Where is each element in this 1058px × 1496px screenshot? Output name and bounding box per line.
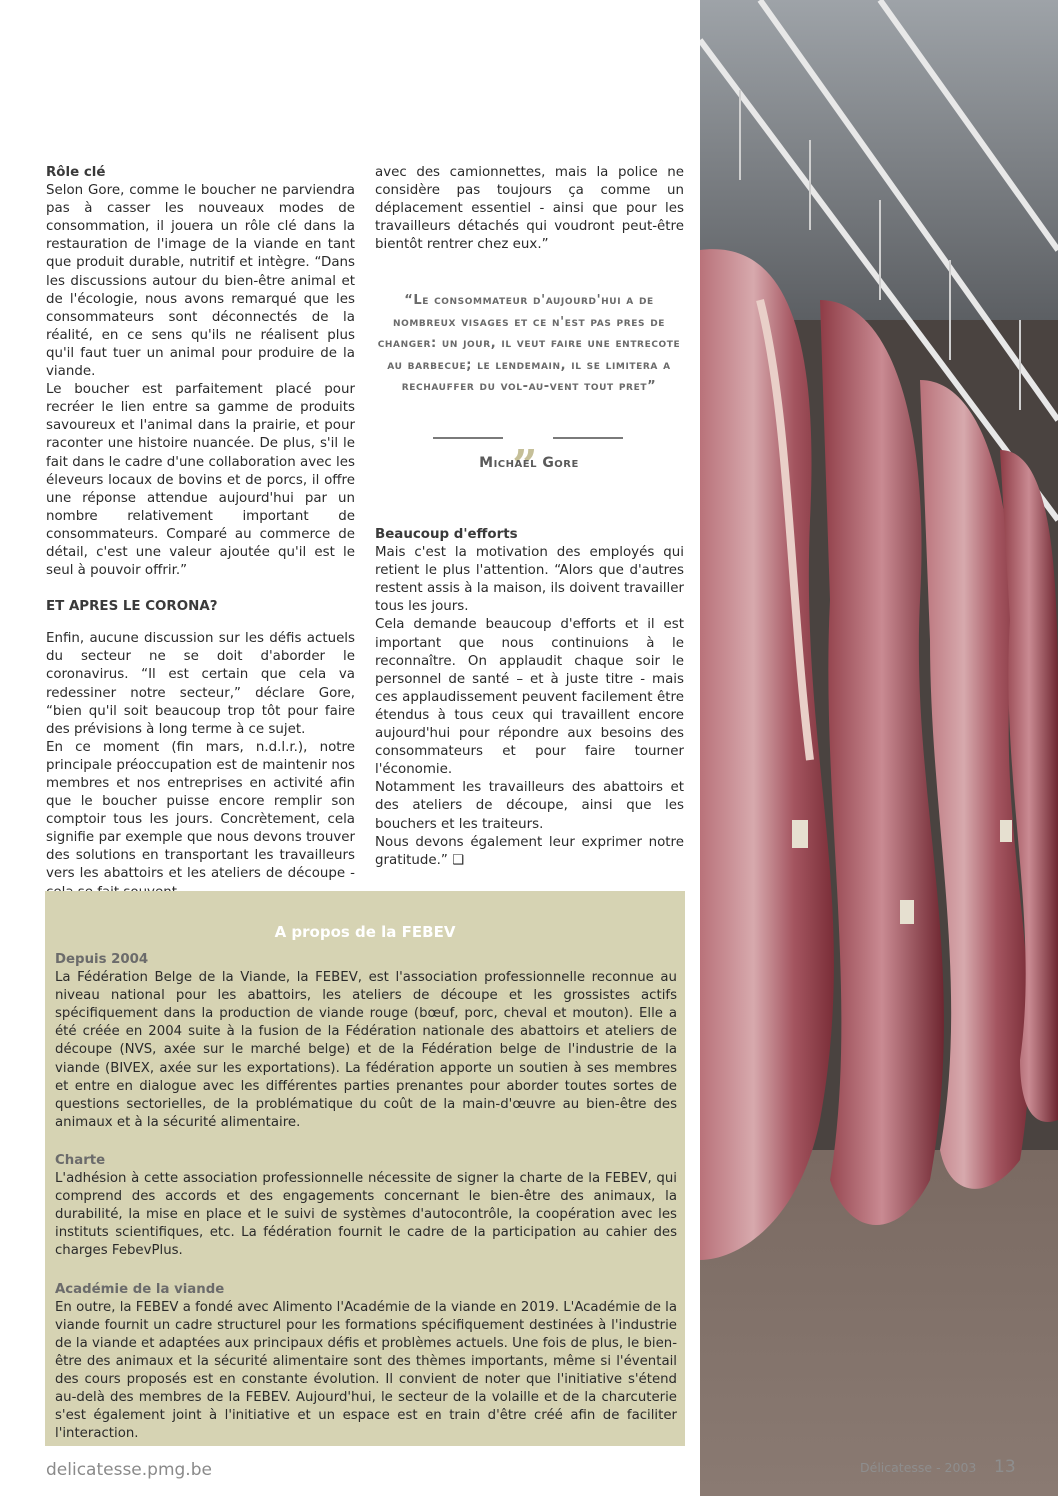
carcass-photo [700,0,1058,1496]
quote-rule-right [553,437,623,439]
footer-url[interactable]: delicatesse.pmg.be [46,1460,212,1480]
paragraph: Selon Gore, comme le boucher ne parviendra pas à casser les nouveaux modes de consommation, il jouera un rôle clé dans la restauration de l'image de la viande en tant que produit durable, nutritif et intègre. “Dans les discussions autour du bien-être animal et de l'écologie, nous avons remarqué que les consommateurs sont déconnectés de la réalité, en ce sens qu'ils ne réalisent plus qu'il faut tuer un animal pour produire de la viande. [46,183,355,380]
info-box [45,891,685,1446]
info-heading: Depuis 2004 [55,952,149,967]
heading-corona: ET APRES LE CORONA? [46,599,218,615]
paragraph: avec des camionnettes, mais la police ne considère pas toujours ça comme un déplacement essentiel - ainsi que pour les travailleurs détachés qui voudront peut-être bientôt rentrer chez eux.” [375,165,684,253]
quote-mark-icon: „ [513,416,539,467]
info-heading: Académie de la viande [55,1281,225,1297]
paragraph: Le boucher est parfaitement placé pour recréer le lien entre sa gamme de produits savoureux et l'animal dans la prairie, et pour raconter une histoire nuancée. De plus, s'il le fait dans le cadre d'une collaboration avec les éleveurs locaux de bovins et de porcs, il offre une réponse attendue aujourd'hui par un nombre relativement important de consommateurs. Comparé au commerce de détail, c'est une valeur ajoutée qu'il est le seul à pouvoir offrir.” [46,382,355,579]
heading-role-cle: Rôle clé [46,165,106,180]
paragraph: En ce moment (fin mars, n.d.l.r.), notre principale préoccupation est de maintenir nos membres et nos entreprises en activité afin que le boucher puisse encore remplir son comptoir tous les jours. Concrètement, cela signifie par exemple que nous devons trouver des solutions en transportant les travailleurs vers les abattoirs et les ateliers de découpe - [46,739,355,882]
paragraph: Mais c'est la motivation des employés qui retient le plus l'attention. “Alors que d'autres restent assis à la maison, ils doivent travailler tous les jours. [375,545,684,615]
paragraph: Cela demande beaucoup d'efforts et il est important que nous continuions à le reconnaître. On applaudit chaque soir le personnel de santé – et à juste titre - mais ces applaudissement peuvent facilement être étendus à tous ceux qui travaillent encore aujourd'hui pour répondre aux besoins des consommateurs et pour faire tourner l'économie. [375,617,684,778]
info-paragraph: La Fédération Belge de la Viande, la FEBEV, est l'association professionnelle reconnue au niveau national pour les abattoirs, les ateliers de découpe et les grossistes actifs spécifiquement dans la production de viande rouge (bœuf, porc, cheval et mouton). Elle a été créée en 2004 suite à la fusion de la Fédération nationale des abattoirs et ateliers de découpe (NVS, axée sur le marché belge) et de la Fédération belge de l'industrie de la viande (BIVEX, axée sur les exportations). La fédération apporte un soutien à ses membres et entre en dialogue avec les différentes parties prenantes pour aborder toutes sortes de questions sectorielles, de la problématique du coût de la main-d'œuvre au bien-être des animaux et à la sécurité alimentaire. [55,970,677,1130]
info-heading: Charte [55,1152,106,1168]
quote-author: Michael Gore [479,455,579,471]
page-number: 13 [994,1457,1016,1477]
info-paragraph: L'adhésion à cette association professionnelle nécessite de signer la charte de la FEBEV, qui comprend des accords et des engagements concernant le bien-être des animaux, la durabilité, la mise en place et le suivi de systèmes d'autocontrôle, la coopération avec les instituts scientifiques, etc. La fédération fournit le cadre de la participation au cahier des charges FebevPlus. [55,1171,677,1259]
right-column-top [375,164,684,254]
left-column [46,164,355,902]
info-paragraph: En outre, la FEBEV a fondé avec Alimento l'Académie de la viande en 2019. L'Académie de la viande fournit un cadre structurel pour les formations spécifiquement destinées à l'industrie de la viande et adaptées aux principaux défis et problèmes actuels. Une fois de plus, le bien-être des animaux et la sécurité alimentaire sont des thèmes importants, même si l'éventail des cours proposés est en constante évolution. Il convient de noter que l'initiative s'étend au-delà des membres de la FEBEV. Aujourd'hui, le secteur de la volaille et de la charcuterie s'est également joint à l'initiative et un espace est en train d'être créé afin de faciliter l'interaction. [55,1299,677,1442]
footer-brand: Délicatesse - 2003 [860,1460,977,1475]
heading-efforts: Beaucoup d'efforts [375,527,518,542]
paragraph: Nous devons également leur exprimer notre gratitude.” ❑ [375,834,684,868]
right-column-bottom [375,526,684,870]
pull-quote: “Le consommateur d'aujourd'hui a de nombreux visages et ce n'est pas pres de changer: un jour, il veut faire une entrecote au barbecue; le lendemain, il se limitera a rechauffer du vol-au-vent tout pret” [377,293,681,395]
info-box-body [55,951,677,1443]
paragraph: Enfin, aucune discussion sur les défis actuels du secteur ne se doit d'aborder le coronavirus. “Il est certain que cela va redessiner notre secteur,” déclare Gore, “bien qu'il soit beaucoup trop tôt pour faire des prévisions à long terme à ce sujet. [46,631,355,737]
info-box-title: A propos de la FEBEV [274,923,456,941]
paragraph: Notamment les travailleurs des abattoirs et des ateliers de découpe, ainsi que les bouchers et les traiteurs. [375,780,684,832]
quote-rule-left [433,437,503,439]
